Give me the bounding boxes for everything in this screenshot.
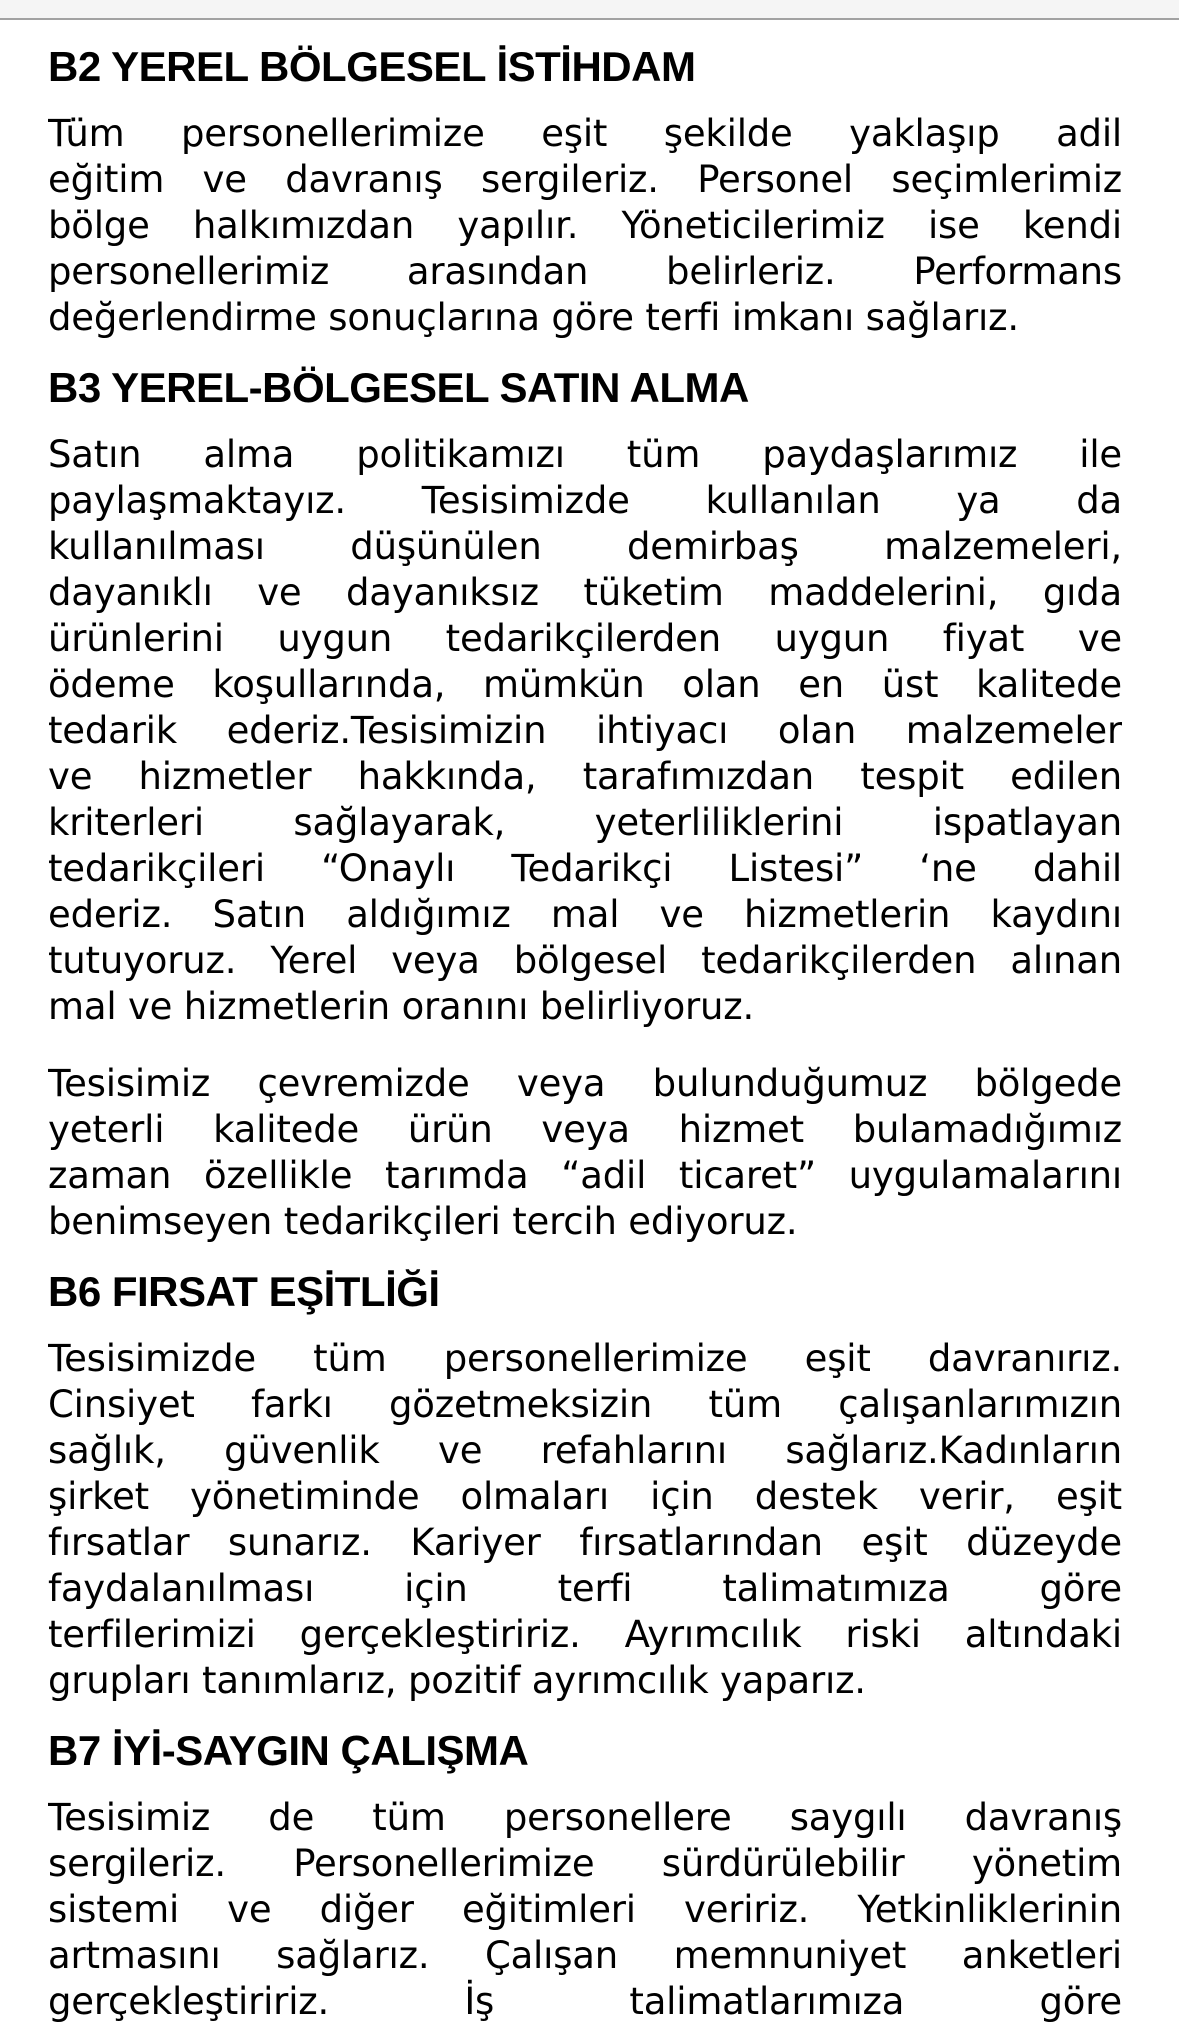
section-heading: B3 YEREL-BÖLGESEL SATIN ALMA <box>48 364 749 411</box>
paragraph <box>48 432 1122 1030</box>
paragraph <box>48 1795 1122 2025</box>
paragraph-line: eğitim ve davranış sergileriz. Personel seçimlerimiz <box>48 158 1122 201</box>
section-heading: B6 FIRSAT EŞİTLİĞİ <box>48 1268 440 1315</box>
paragraph-line: sistemi ve diğer eğitimleri veririz. Yetkinliklerinin <box>48 1888 1122 1931</box>
paragraph-line: sergileriz. Personellerimize sürdürülebilir yönetim <box>48 1842 1122 1885</box>
paragraph-line: fırsatlar sunarız. Kariyer fırsatlarından eşit düzeyde <box>48 1521 1122 1564</box>
paragraph-line: bölge halkımızdan yapılır. Yöneticilerimiz ise kendi <box>48 204 1122 247</box>
paragraph <box>48 111 1122 341</box>
paragraph-line: Satın alma politikamızı tüm paydaşlarımız ile <box>48 433 1122 476</box>
document-scroll-area[interactable] <box>0 42 1179 2025</box>
paragraph-line: Tesisimiz de tüm personellere saygılı davranış <box>48 1796 1122 1839</box>
paragraph-line: paylaşmaktayız. Tesisimizde kullanılan ya da <box>48 479 1122 522</box>
paragraph-line: şirket yönetiminde olmaları için destek verir, eşit <box>48 1475 1122 1518</box>
paragraph-line: grupları tanımlarız, pozitif ayrımcılık yaparız. <box>48 1659 866 1702</box>
paragraph-line: ürünlerini uygun tedarikçilerden uygun fiyat ve <box>48 617 1122 660</box>
paragraph-line: personellerimiz arasından belirleriz. Performans <box>48 250 1122 293</box>
paragraph-line: Tesisimizde tüm personellerimize eşit davranırız. <box>48 1337 1122 1380</box>
paragraph-line: zaman özellikle tarımda “adil ticaret” uygulamalarını <box>48 1154 1122 1197</box>
paragraph-line: terfilerimizi gerçekleştiririz. Ayrımcılık riski altındaki <box>48 1613 1122 1656</box>
section-heading: B7 İYİ-SAYGIN ÇALIŞMA <box>48 1727 529 1774</box>
paragraph-line: benimseyen tedarikçileri tercih ediyoruz. <box>48 1200 798 1243</box>
paragraph-line: Tesisimiz çevremizde veya bulunduğumuz bölgede <box>48 1062 1122 1105</box>
paragraph-line: değerlendirme sonuçlarına göre terfi imkanı sağlarız. <box>48 296 1019 339</box>
paragraph <box>48 1061 1122 1245</box>
paragraph-line: tutuyoruz. Yerel veya bölgesel tedarikçilerden alınan <box>48 939 1122 982</box>
paragraph-line: ve hizmetler hakkında, tarafımızdan tespit edilen <box>48 755 1122 798</box>
paragraph-line: Cinsiyet farkı gözetmeksizin tüm çalışanlarımızın <box>48 1383 1122 1426</box>
document-content <box>48 42 1122 2025</box>
paragraph-line: tedarik ederiz.Tesisimizin ihtiyacı olan malzemeler <box>48 709 1122 752</box>
section-heading: B2 YEREL BÖLGESEL İSTİHDAM <box>48 43 696 90</box>
paragraph-line: ederiz. Satın aldığımız mal ve hizmetlerin kaydını <box>48 893 1122 936</box>
paragraph-line: dayanıklı ve dayanıksız tüketim maddelerini, gıda <box>48 571 1122 614</box>
paragraph-line: Tüm personellerimize eşit şekilde yaklaşıp adil <box>48 112 1122 155</box>
paragraph <box>48 1336 1122 1704</box>
paragraph-line: tedarikçileri “Onaylı Tedarikçi Listesi” ‘ne dahil <box>48 847 1122 890</box>
paragraph-line: yeterli kalitede ürün veya hizmet bulamadığımız <box>48 1108 1122 1151</box>
paragraph-line: kriterleri sağlayarak, yeterliliklerini ispatlayan <box>48 801 1122 844</box>
paragraph-line: gerçekleştiririz. İş talimatlarımıza göre <box>48 1980 1122 2023</box>
paragraph-line: faydalanılması için terfi talimatımıza göre <box>48 1567 1122 1610</box>
paragraph-line: kullanılması düşünülen demirbaş malzemeleri, <box>48 525 1122 568</box>
page-top-edge <box>0 0 1179 20</box>
paragraph-line: ödeme koşullarında, mümkün olan en üst kalitede <box>48 663 1122 706</box>
paragraph-line: mal ve hizmetlerin oranını belirliyoruz. <box>48 985 755 1028</box>
paragraph-line: sağlık, güvenlik ve refahlarını sağlarız.Kadınların <box>48 1429 1122 1472</box>
paragraph-line: artmasını sağlarız. Çalışan memnuniyet anketleri <box>48 1934 1122 1977</box>
